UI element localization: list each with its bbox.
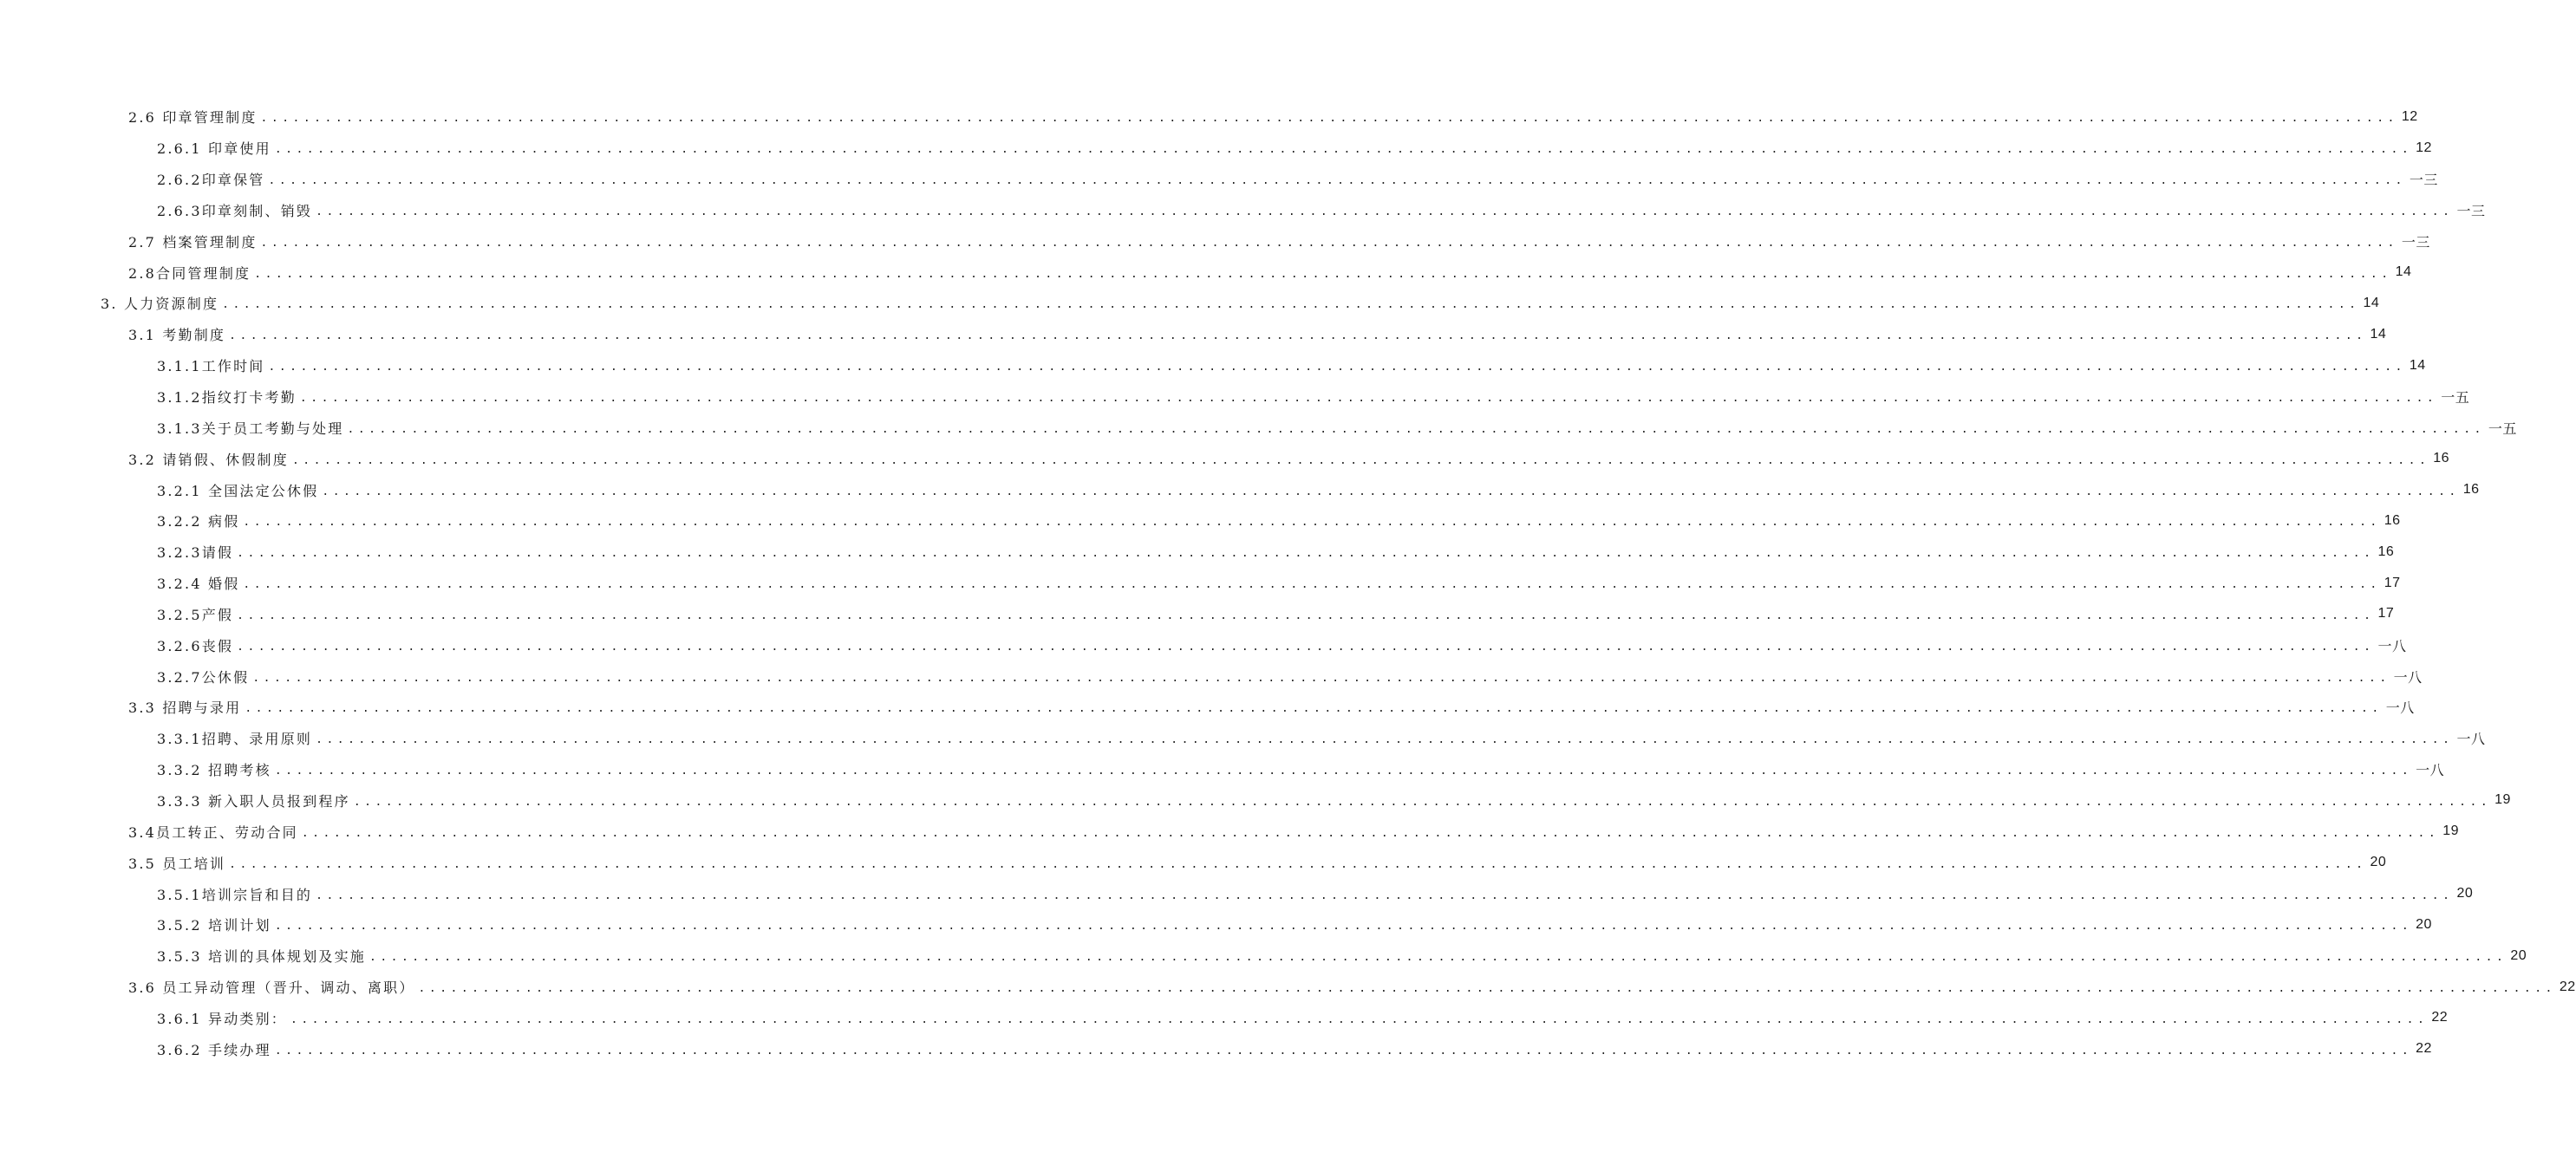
toc-entry-page-number: 22 (2416, 1041, 2432, 1057)
toc-dot-leader: ........................................................................................................................................................................................................ (274, 765, 2413, 778)
toc-dot-leader: ........................................................................................................................................................................................................ (245, 702, 2383, 716)
toc-entry-page-number: 20 (2416, 916, 2432, 932)
toc-dot-leader: ........................................................................................................................................................................................................ (316, 205, 2454, 218)
toc-dot-leader: ........................................................................................................................................................................................................ (274, 1044, 2413, 1058)
toc-entry-title: 2.7 档案管理制度 (128, 233, 258, 251)
toc-entry-page-number: 14 (2395, 264, 2412, 280)
toc-entry-page-number: 17 (2384, 575, 2401, 590)
toc-dot-leader: ........................................................................................................................................................................................................ (237, 547, 2375, 561)
toc-entry-title: 3.2.1 全国法定公休假 (157, 482, 319, 499)
toc-entry-page-number: 20 (2456, 886, 2474, 901)
toc-entry-page-number: 20 (2370, 855, 2387, 870)
toc-entry[interactable] (0, 972, 2576, 1003)
toc-entry-page-number: 16 (2462, 482, 2480, 498)
toc-entry-page-number: 22 (2559, 979, 2576, 994)
toc-entry-title: 3.5.3 培训的具体规划及实施 (157, 948, 366, 966)
toc-dot-leader: ........................................................................................................................................................................................................ (268, 361, 2406, 374)
toc-entry[interactable] (0, 661, 2423, 692)
toc-entry-title: 2.6 印章管理制度 (128, 109, 258, 127)
toc-entry-page-number: 14 (2363, 295, 2380, 310)
toc-entry[interactable] (0, 225, 2430, 257)
toc-entry[interactable] (0, 412, 2517, 443)
toc-entry-title: 3.2.7公休假 (157, 668, 250, 686)
toc-dot-leader: ........................................................................................................................................................................................................ (237, 609, 2375, 622)
toc-entry-page-number: 16 (2384, 512, 2401, 528)
toc-entry-title: 2.8合同管理制度 (128, 264, 251, 282)
toc-dot-leader: ........................................................................................................................................................................................................ (322, 485, 2460, 498)
toc-entry-page-number: 19 (2494, 792, 2511, 808)
toc-entry[interactable] (0, 629, 2407, 661)
toc-dot-leader: ........................................................................................................................................................................................................ (252, 671, 2390, 685)
toc-entry[interactable] (0, 599, 2395, 630)
toc-dot-leader: ........................................................................................................................................................................................................ (254, 267, 2392, 281)
toc-dot-leader: ........................................................................................................................................................................................................ (268, 174, 2406, 188)
toc-entry[interactable] (0, 537, 2395, 568)
toc-entry-title: 3.5.2 培训计划 (157, 917, 271, 934)
toc-dot-leader: ........................................................................................................................................................................................................ (353, 795, 2492, 809)
toc-entry-page-number: 一三 (2401, 235, 2430, 251)
toc-dot-leader: ........................................................................................................................................................................................................ (301, 826, 2440, 840)
toc-entry[interactable] (0, 909, 2432, 940)
toc-dot-leader: ........................................................................................................................................................................................................ (316, 888, 2454, 902)
toc-dot-leader: ........................................................................................................................................................................................................ (229, 857, 2367, 871)
toc-entry-title: 3.6 员工异动管理（晋升、调动、离职） (128, 980, 415, 997)
toc-entry-page-number: 一八 (2416, 764, 2445, 779)
toc-entry[interactable] (0, 164, 2438, 195)
toc-entry-title: 3.6.2 手续办理 (157, 1041, 271, 1058)
toc-entry[interactable] (0, 816, 2459, 847)
toc-entry[interactable] (0, 505, 2401, 537)
toc-entry-title: 3.6.1 异动类别： (157, 1010, 287, 1027)
toc-entry[interactable] (0, 133, 2432, 164)
toc-entry-page-number: 一八 (2393, 670, 2423, 686)
toc-dot-leader: ........................................................................................................................................................................................................ (274, 143, 2413, 157)
table-of-contents (0, 101, 2576, 1064)
toc-entry-page-number: 一三 (2456, 204, 2486, 219)
toc-entry[interactable] (0, 568, 2401, 599)
toc-entry[interactable] (0, 257, 2412, 288)
toc-entry[interactable] (0, 350, 2426, 381)
toc-entry[interactable] (0, 288, 2380, 319)
toc-entry-page-number: 一五 (2488, 421, 2517, 437)
toc-entry-title: 3.3 招聘与录用 (128, 700, 242, 717)
toc-entry[interactable] (0, 878, 2474, 909)
toc-dot-leader: ........................................................................................................................................................................................................ (243, 578, 2381, 592)
toc-entry-page-number: 19 (2442, 823, 2459, 839)
toc-entry-title: 3.5.1培训宗旨和目的 (157, 886, 313, 903)
toc-entry-page-number: 14 (2370, 326, 2387, 342)
toc-entry-title: 3.1.2指纹打卡考勤 (157, 389, 297, 407)
toc-dot-leader: ........................................................................................................................................................................................................ (222, 298, 2360, 312)
toc-dot-leader: ........................................................................................................................................................................................................ (369, 951, 2508, 965)
toc-entry-title: 3.1 考勤制度 (128, 327, 226, 344)
toc-entry[interactable] (0, 847, 2387, 878)
toc-entry[interactable] (0, 785, 2511, 817)
toc-entry-page-number: 16 (2433, 451, 2450, 466)
toc-entry[interactable] (0, 381, 2470, 413)
toc-entry-page-number: 14 (2409, 357, 2426, 373)
toc-entry-title: 3.4员工转正、劳动合同 (128, 823, 298, 841)
toc-dot-leader: ........................................................................................................................................................................................................ (418, 982, 2556, 996)
toc-entry[interactable] (0, 940, 2527, 972)
toc-entry-title: 3.2.3请假 (157, 544, 234, 562)
toc-dot-leader: ........................................................................................................................................................................................................ (243, 516, 2381, 530)
toc-entry-page-number: 一八 (2385, 701, 2415, 717)
toc-entry-title: 2.6.1 印章使用 (157, 140, 271, 158)
toc-entry[interactable] (0, 195, 2486, 226)
toc-entry[interactable] (0, 443, 2450, 474)
toc-entry-page-number: 22 (2431, 1010, 2449, 1025)
toc-entry[interactable] (0, 319, 2387, 350)
toc-dot-leader: ........................................................................................................................................................................................................ (260, 236, 2398, 250)
toc-dot-leader: ........................................................................................................................................................................................................ (291, 453, 2430, 467)
toc-entry-title: 3.2 请销假、休假制度 (128, 451, 289, 468)
toc-entry-title: 3.3.2 招聘考核 (157, 762, 271, 779)
toc-entry-title: 2.6.2印章保管 (157, 172, 265, 189)
toc-entry-page-number: 12 (2401, 108, 2418, 124)
toc-dot-leader: ........................................................................................................................................................................................................ (274, 920, 2413, 934)
toc-entry-title: 3.2.4 婚假 (157, 576, 240, 593)
toc-entry-page-number: 一三 (2409, 173, 2438, 189)
toc-dot-leader: ........................................................................................................................................................................................................ (237, 640, 2375, 654)
toc-entry-page-number: 一八 (2377, 639, 2407, 654)
toc-entry-page-number: 16 (2377, 543, 2395, 559)
toc-entry[interactable] (0, 723, 2486, 754)
toc-entry-page-number: 一八 (2456, 732, 2486, 748)
toc-entry-title: 3.1.1工作时间 (157, 358, 265, 375)
toc-entry[interactable] (0, 1002, 2449, 1033)
toc-entry-title: 3.1.3关于员工考勤与处理 (157, 420, 344, 437)
toc-entry-title: 3.5 员工培训 (128, 855, 226, 872)
toc-entry-title: 3.3.1招聘、录用原则 (157, 731, 313, 748)
toc-dot-leader: ........................................................................................................................................................................................................ (299, 392, 2438, 406)
toc-entry-page-number: 12 (2416, 140, 2432, 155)
toc-dot-leader: ........................................................................................................................................................................................................ (347, 422, 2485, 436)
toc-entry[interactable] (0, 1033, 2432, 1064)
toc-entry-title: 2.6.3印章刻制、销毁 (157, 202, 313, 219)
toc-entry[interactable] (0, 754, 2445, 785)
toc-dot-leader: ........................................................................................................................................................................................................ (260, 112, 2398, 126)
toc-entry-page-number: 20 (2510, 947, 2527, 963)
toc-entry-page-number: 一五 (2441, 391, 2470, 407)
toc-entry[interactable] (0, 474, 2480, 505)
toc-dot-leader: ........................................................................................................................................................................................................ (290, 1012, 2429, 1026)
toc-entry[interactable] (0, 101, 2418, 133)
toc-entry[interactable] (0, 692, 2415, 723)
toc-dot-leader: ........................................................................................................................................................................................................ (229, 329, 2367, 343)
toc-entry-title: 3.2.2 病假 (157, 513, 240, 530)
toc-entry-title: 3. 人力资源制度 (101, 296, 219, 313)
toc-entry-page-number: 17 (2377, 606, 2395, 622)
toc-dot-leader: ........................................................................................................................................................................................................ (316, 733, 2454, 747)
toc-entry-title: 3.3.3 新入职人员报到程序 (157, 792, 350, 810)
toc-entry-title: 3.2.6丧假 (157, 637, 234, 654)
toc-entry-title: 3.2.5产假 (157, 606, 234, 623)
